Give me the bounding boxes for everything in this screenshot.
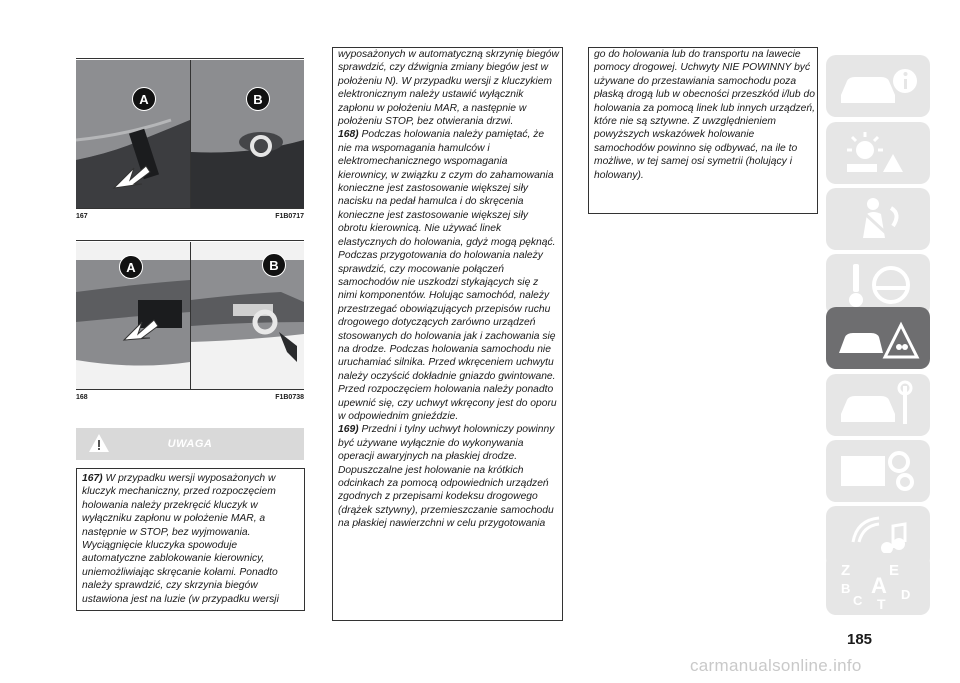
figure-number: 168 (76, 394, 88, 401)
tab-car-info[interactable] (826, 55, 930, 117)
index-letter: B (841, 581, 851, 596)
tab-seat-belt-airbag[interactable] (826, 188, 930, 250)
index-letter: T (877, 596, 886, 609)
warning-box-col2 (332, 47, 563, 621)
maintenance-icon (833, 380, 923, 430)
figure-caption (76, 394, 304, 401)
tab-technical-data[interactable] (826, 440, 930, 502)
callout-a: A (119, 255, 143, 279)
seat-belt-airbag-icon (833, 194, 923, 244)
figure-168-right (191, 242, 304, 389)
note-number: 169) (338, 424, 359, 436)
tab-maintenance[interactable] (826, 374, 930, 436)
tab-warning-lights[interactable] (826, 122, 930, 184)
technical-data-icon (833, 446, 923, 496)
car-info-icon (833, 61, 923, 111)
figure-code: F1B0738 (275, 394, 304, 401)
warning-header (76, 428, 304, 460)
tab-index[interactable] (826, 553, 930, 615)
steering-wheel-key-icon (833, 260, 923, 310)
watermark: carmanualsonline.info (690, 656, 862, 675)
callout-a: A (132, 87, 156, 111)
index-letter: Z (841, 562, 851, 579)
note-number: 167) (82, 473, 103, 484)
warning-box-col3 (588, 47, 818, 214)
note-text: Przedni i tylny uchwyt holowniczy powinny być używane wyłącznie do wykonywania operacji awaryjnych na płaskiej drodze. Dopuszczalne jest holowanie na krótkich odcinkach za pomocą odpowiednich urządzeń zgodnych z przepisami kodeksu drogowego (drążek sztywny), przemieszczanie samochodu na płaskiej nawierzchni w celu przygotowania (338, 424, 555, 530)
callout-b: B (246, 87, 270, 111)
note-text: wyposażonych w automatyczną skrzynię biegów sprawdzić, czy dźwignia zmiany biegów jest w położeniu N). W przypadku wersji z kluczykiem elektronicznym należy ustawić wyłącznik zapłonu w położeniu MAR, a następnie w położeniu STOP, bez otwierania drzwi. (338, 49, 559, 128)
note-number: 168) (338, 129, 359, 141)
warning-title: UWAGA (167, 438, 213, 450)
figure-167-right (191, 60, 304, 208)
page-number: 185 (847, 631, 873, 648)
index-icon (833, 559, 923, 609)
callout-b: B (262, 253, 286, 277)
note-text: Podczas holowania należy pamiętać, że nie ma wspomagania hamulców i elektromechanicznego wspomagania kierownicy, w związku z czym do zahamowania konieczne jest zastosowanie większej siły nacisku na pedał hamulca i do skręcenia konieczne jest zastosowanie większej siły obrotu kierownicą. Nie używać linek elastycznych do holowania, gdyż mogą pęknąć. Podczas przygotowania do holowania należy sprawdzić, czy mocowanie połączeń samochodów nie uszkodzi stykających się z nimi komponentów. Holując samochód, należy przestrzegać obowiązujących przepisów ruchu drogowego dotyczących zarówno urządzeń stosowanych do holowania jak i zachowania się na drodze. Podczas holowania samochodu nie uruchamiać silnika. Przed wkręceniem uchwytu należy oczyścić dokładnie gniazdo gwintowane. Przed rozpoczęciem holowania należy ponadto upewnić się, czy uchwyt wkręcony jest do oporu w odpowiednim gnieździe. (338, 129, 557, 422)
emergency-icon (833, 313, 923, 363)
index-letter: E (889, 562, 900, 579)
tab-emergency[interactable] (826, 307, 930, 369)
note-text: W przypadku wersji wyposażonych w kluczyk mechaniczny, przed rozpoczęciem holowania należy przekręcić kluczyk w wyłączniku zapłonu w położenie MAR, a następnie w STOP, bez wyjmowania. Wyciągnięcie kluczyka spowoduje automatyczne zablokowanie kierownicy, uniemożliwiając skręcanie kołami. Ponadto należy sprawdzić, czy skrzynia biegów ustawiona jest na luzie (w przypadku wersji (82, 473, 279, 605)
figure-code: F1B0717 (275, 213, 304, 220)
warning-text (338, 48, 560, 531)
warning-box-col1 (76, 468, 305, 611)
index-letter: A (871, 573, 887, 598)
warning-text (82, 472, 302, 606)
index-letter: D (901, 587, 911, 602)
figure-number: 167 (76, 213, 88, 220)
note-text: go do holowania lub do transportu na lawecie pomocy drogowej. Uchwyty NIE POWINNY być używane do przestawiania samochodu poza płaską drogą lub w obecności przeszkód i/lub do holowania za pomocą linek lub innych urządzeń, które nie są sztywne. Z uwzględnieniem powyższych wskazówek holowanie samochodów powinno się odbywać, na ile to możliwe, w tej samej osi symetrii (holujący i holowany). (594, 49, 815, 181)
figure-caption (76, 213, 304, 220)
index-letter: C (853, 593, 863, 608)
warning-lights-icon (833, 128, 923, 178)
figure-167-left (76, 60, 190, 208)
